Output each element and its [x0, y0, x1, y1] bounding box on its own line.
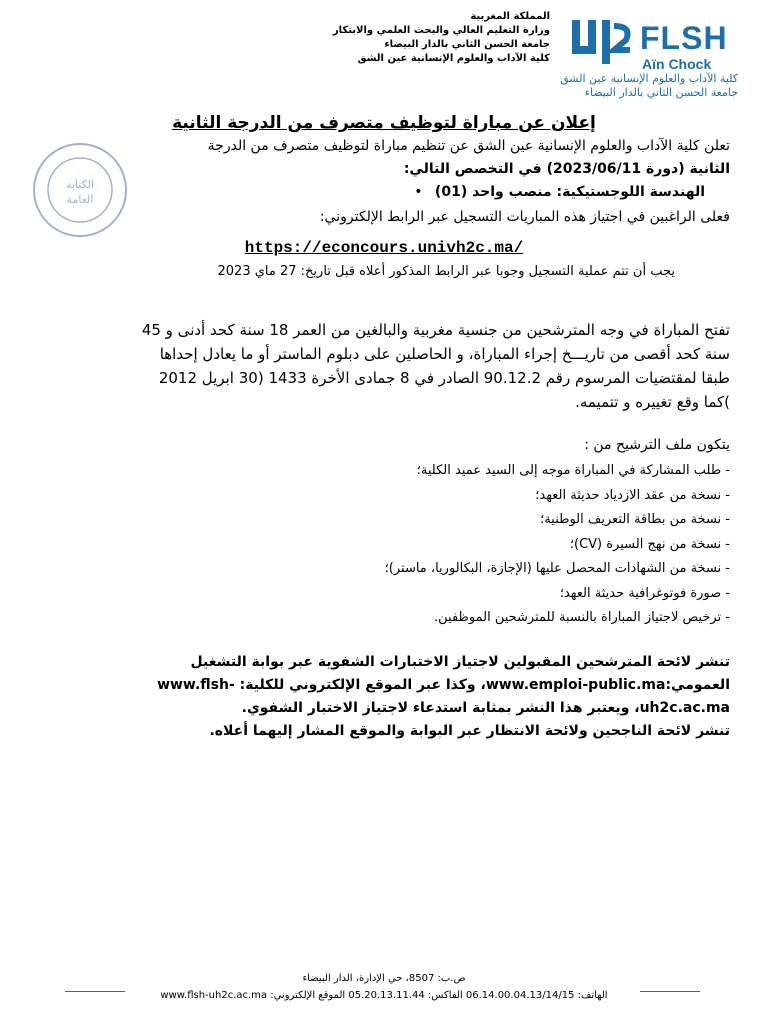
uh2c-logo-icon	[570, 16, 634, 70]
faculty-logo	[562, 10, 742, 100]
conditions-block	[75, 318, 730, 414]
faculty-text: كلية الآداب والعلوم الإنسانية عين الشق	[357, 53, 550, 64]
file-intro: يتكون ملف الترشيح من :	[584, 437, 730, 453]
econcours-link-text[interactable]: https://econcours.univh2c.ma/	[244, 239, 524, 257]
logo-faculty-line1: كلية الآداب والعلوم الإنسانية عين الشق	[560, 72, 738, 85]
bullet-dot-icon: •	[414, 184, 423, 200]
publish-block	[75, 651, 730, 743]
conditions-line: طبقا لمقتضيات المرسوم رقم 90.12.2 الصادر في 8 جمادى الأخرة 1433 (30 ابريل 2012	[158, 369, 730, 387]
logo-faculty-text	[538, 72, 738, 100]
intro-line2: الثانية (دورة 2023/06/11) في التخصص التالي:	[403, 161, 730, 177]
stamp-line1: الكتابة	[65, 178, 95, 191]
kingdom-text: المملكة المغربية	[470, 11, 550, 22]
footer-contacts: الهاتف: 06.14.00.04.13/14/15 الفاكس: 05.20.13.11.44 الموقع الإلكتروني: www.flsh-uh2c.ac.ma	[160, 990, 608, 1001]
list-item: - صورة فوتوغرافية حديثة العهد؛	[559, 585, 730, 601]
logo-faculty-line2: جامعة الحسن الثاني بالدار البيضاء	[584, 86, 738, 99]
logo-ain-chock-text: Aïn Chock	[642, 56, 712, 72]
ministry-text: وزارة التعليم العالي والبحث العلمي والابتكار	[332, 25, 550, 36]
publish-line: uh2c.ac.ma، ويعتبر هذا النشر بمثابة استدعاء لاجتياز الاختبار الشفوي.	[241, 700, 730, 716]
file-items-list	[75, 459, 730, 631]
conditions-line: تفتح المباراة في وجه المترشحين من جنسية مغربية والبالغين من العمر 18 سنة كحد أدنى و 45	[141, 321, 730, 339]
list-item: - نسخة من نهج السيرة (CV)؛	[569, 536, 730, 552]
list-item: - نسخة من الشهادات المحصل عليها (الإجازة، البكالوريا، ماستر)؛	[384, 561, 730, 576]
list-item: - طلب المشاركة في المباراة موجه إلى السيد عميد الكلية؛	[416, 463, 730, 478]
bullet-text: الهندسة اللوجستيكية: منصب واحد (01)	[434, 184, 705, 200]
publish-line: تنشر لائحة المترشحين المقبولين لاجتياز الاختبارات الشفوية عبر بوابة التشغيل	[190, 654, 730, 670]
intro-line1: تعلن كلية الآداب والعلوم الإنسانية عين الشق عن تنظيم مباراة لتوظيف متصرف من الدرجة	[207, 138, 730, 154]
logo-flsh-text: FLSH	[640, 20, 728, 56]
list-item: - نسخة من بطاقة التعريف الوطنية؛	[540, 512, 730, 527]
publish-line: تنشر لائحة الناجحين ولائحة الانتظار عبر البوابة والموقع المشار إليهما أعلاه.	[209, 723, 730, 739]
university-text: جامعة الحسن الثاني بالدار البيضاء	[384, 39, 550, 50]
list-item: - ترخيص لاجتياز المباراة بالنسبة للمترشحين الموظفين.	[434, 610, 730, 625]
footer-address: ص.ب: 8507، حي الإدارة، الدار البيضاء	[302, 973, 466, 984]
stamp-line2: العامة	[66, 193, 94, 206]
deadline-text: يجب أن تتم عملية التسجيل وجوبا عبر الرابط المذكور أعلاه قبل تاريخ: 27 ماي 2023	[217, 264, 675, 279]
bullet-item	[75, 181, 705, 203]
econcours-link[interactable]	[0, 237, 768, 257]
list-item: - نسخة من عقد الازدياد حديثة العهد؛	[535, 487, 730, 503]
page-title: إعلان عن مباراة لتوظيف متصرف من الدرجة الثانية	[172, 113, 596, 133]
institution-header	[320, 10, 550, 66]
register-text: فعلى الراغبين في اجتياز هذه المباريات التسجيل عبر الرابط الإلكتروني:	[319, 209, 730, 225]
conditions-line: سنة كحد أقصى من تاريـــخ إجراء المباراة، و الحاصلين على دبلوم الماستر أو ما يعادل إحداها	[159, 345, 730, 363]
publish-line: العمومي:www.emploi-public.ma، وكذا عبر الموقع الإلكتروني للكلية: -www.flsh	[157, 677, 730, 693]
conditions-line: )كما وقع تغييره و تتميمه.	[575, 393, 730, 411]
